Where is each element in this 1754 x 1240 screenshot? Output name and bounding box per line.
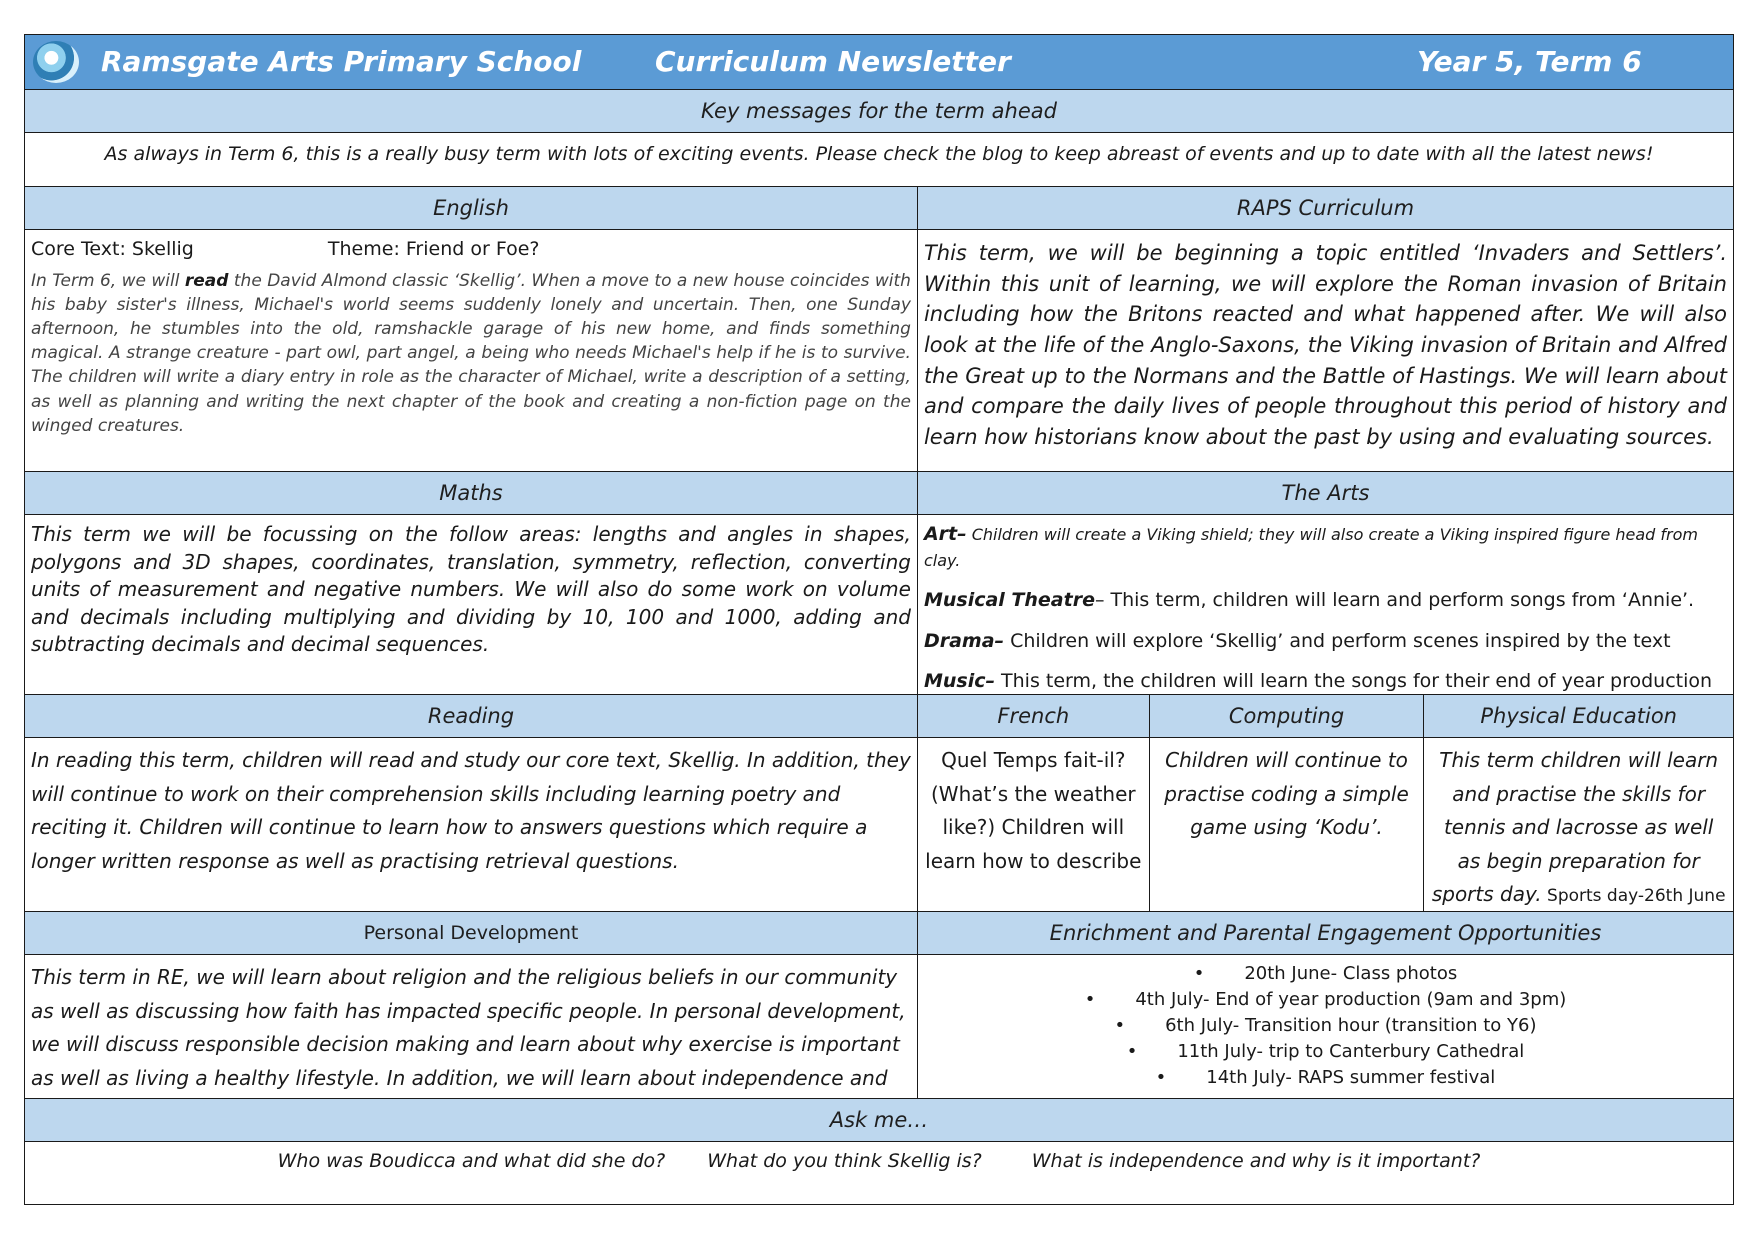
school-name: Ramsgate Arts Primary School — [101, 45, 582, 78]
reading-heading: Reading — [25, 695, 917, 737]
enrichment-body — [917, 955, 1733, 1098]
english-raps-row — [25, 230, 1733, 472]
musical-theatre-text: – This term, children will learn and perform songs from ‘Annie’. — [1094, 589, 1695, 612]
list-item: • 11th July- trip to Canterbury Cathedral — [924, 1039, 1727, 1065]
maths-text: This term we will be focussing on the follow areas: lengths and angles in shapes, polygons and 3D shapes, coordinates, translation, symmetry, reflection, converting units of measurement and negative numbers. We will also do some work on volume and decimals including multiplying and dividing by 10, 100 and 1000, adding and subtracting decimals and decimal sequences. — [31, 522, 911, 657]
personal-heading: Personal Development — [25, 912, 917, 954]
ask-me-row — [25, 1142, 1733, 1204]
key-messages-heading: Key messages for the term ahead — [25, 90, 1733, 132]
reading-subjects-header-row — [25, 695, 1733, 738]
ask-me-heading: Ask me… — [25, 1099, 1733, 1141]
art-label: Art– — [923, 523, 967, 545]
drama-label: Drama– — [923, 629, 1005, 652]
newsletter — [24, 34, 1734, 1205]
maths-heading: Maths — [25, 472, 917, 514]
raps-text: This term, we will be beginning a topic entitled ‘Invaders and Settlers’. Within this unit of learning, we will explore the Roman invasion of Britain including how the Britons reacted and what happened after. We will also look at the life of the Anglo-Saxons, the Viking invasion of Britain and Alfred the Great up to the Normans and the Battle of Hastings. We will learn about and compare the daily lives of people throughout this period of history and learn how historians know about the past by using and evaluating sources. — [917, 230, 1733, 471]
arts-art — [924, 521, 1727, 573]
french-heading: French — [917, 695, 1149, 737]
ask-me-questions — [25, 1142, 1733, 1204]
key-messages-header-row — [25, 90, 1733, 133]
maths-arts-row — [25, 515, 1733, 695]
maths-arts-header-row — [25, 472, 1733, 515]
ask-question-1: Who was Boudicca and what did she do? — [277, 1150, 666, 1172]
english-text-bold: read — [184, 270, 229, 291]
french-text: Quel Temps fait-il? (What’s the weather like?) Children will learn how to describe — [917, 738, 1149, 911]
school-logo-icon — [33, 41, 79, 83]
key-messages-row — [25, 133, 1733, 187]
enrichment-list — [924, 961, 1727, 1091]
key-messages-text: As always in Term 6, this is a really busy term with lots of exciting events. Please check the blog to keep abreast of events and up to date with all the latest news! — [104, 143, 1654, 165]
ask-question-2: What do you think Skellig is? — [707, 1150, 982, 1172]
list-item: • 14th July- RAPS summer festival — [924, 1065, 1727, 1091]
list-item: • 20th June- Class photos — [924, 961, 1727, 987]
personal-enrichment-row — [25, 955, 1733, 1099]
core-text: Core Text: Skellig — [31, 238, 194, 260]
list-item: • 6th July- Transition hour (transition to Y6) — [924, 1013, 1727, 1039]
ask-question-3: What is independence and why is it important? — [1031, 1150, 1481, 1172]
pe-note: Sports day-26th June — [1541, 886, 1726, 907]
arts-music — [924, 668, 1727, 694]
music-label: Music– — [923, 669, 995, 692]
pe-body — [1423, 738, 1733, 911]
music-text: This term, the children will learn the songs for their end of year production — [994, 669, 1713, 692]
year-term: Year 5, Term 6 — [1417, 45, 1642, 78]
english-raps-header-row — [25, 187, 1733, 230]
pe-text: This term children will learn and practise the skills for tennis and lacrosse as well as begin preparation for sports day. — [1431, 748, 1719, 907]
list-item: • 4th July- End of year production (9am and 3pm) — [924, 987, 1727, 1013]
english-core-row — [31, 236, 911, 263]
reading-subjects-row — [25, 738, 1733, 912]
enrichment-heading: Enrichment and Parental Engagement Opportunities — [917, 912, 1733, 954]
arts-musical-theatre — [924, 587, 1727, 613]
title-bar — [25, 35, 1733, 90]
computing-heading: Computing — [1149, 695, 1424, 737]
arts-drama — [924, 628, 1727, 654]
art-text: Children will create a Viking shield; they will also create a Viking inspired figure head from clay. — [923, 525, 1698, 571]
personal-enrichment-header-row — [25, 912, 1733, 955]
arts-body — [917, 515, 1733, 694]
english-heading: English — [25, 187, 917, 229]
musical-theatre-label: Musical Theatre — [923, 589, 1095, 612]
personal-text: This term in RE, we will learn about religion and the religious beliefs in our community as well as discussing how faith has impacted specific people. In personal development, we will discuss responsible decision making and learn about why exercise is important as well as living a healthy lifestyle. In addition, we will learn about independence and — [31, 965, 906, 1090]
ask-me-header-row — [25, 1099, 1733, 1142]
english-text-prefix: In Term 6, we will — [31, 270, 185, 291]
newsletter-title: Curriculum Newsletter — [655, 45, 1011, 78]
english-body — [25, 230, 917, 471]
raps-heading: RAPS Curriculum — [917, 187, 1733, 229]
reading-text: In reading this term, children will read and study our core text, Skellig. In addition, they will continue to work on their comprehension skills including learning poetry and reciting it. Children will continue to learn how to answers questions which require a longer written response as well as practising retrieval questions. — [31, 748, 911, 873]
arts-heading: The Arts — [917, 472, 1733, 514]
theme: Theme: Friend or Foe? — [327, 238, 540, 260]
pe-heading: Physical Education — [1423, 695, 1733, 737]
english-text-rest: the David Almond classic ‘Skellig’. When a move to a new house coincides with his baby sister's illness, Michael's world seems suddenly lonely and uncertain. Then, one Sunday afternoon, he stumbles into the old, ramshackle garage of his new home, and finds something magical. A strange creature - part owl, part angel, a being who needs Michael's help if he is to survive. The children will write a diary entry in role as the character of Michael, write a description of a setting, as well as planning and writing the next chapter of the book and creating a non-fiction page on the winged creatures. — [31, 270, 911, 436]
computing-text: Children will continue to practise coding a simple game using ‘Kodu’. — [1149, 738, 1424, 911]
drama-text: Children will explore ‘Skellig’ and perform scenes inspired by the text — [1004, 629, 1671, 652]
